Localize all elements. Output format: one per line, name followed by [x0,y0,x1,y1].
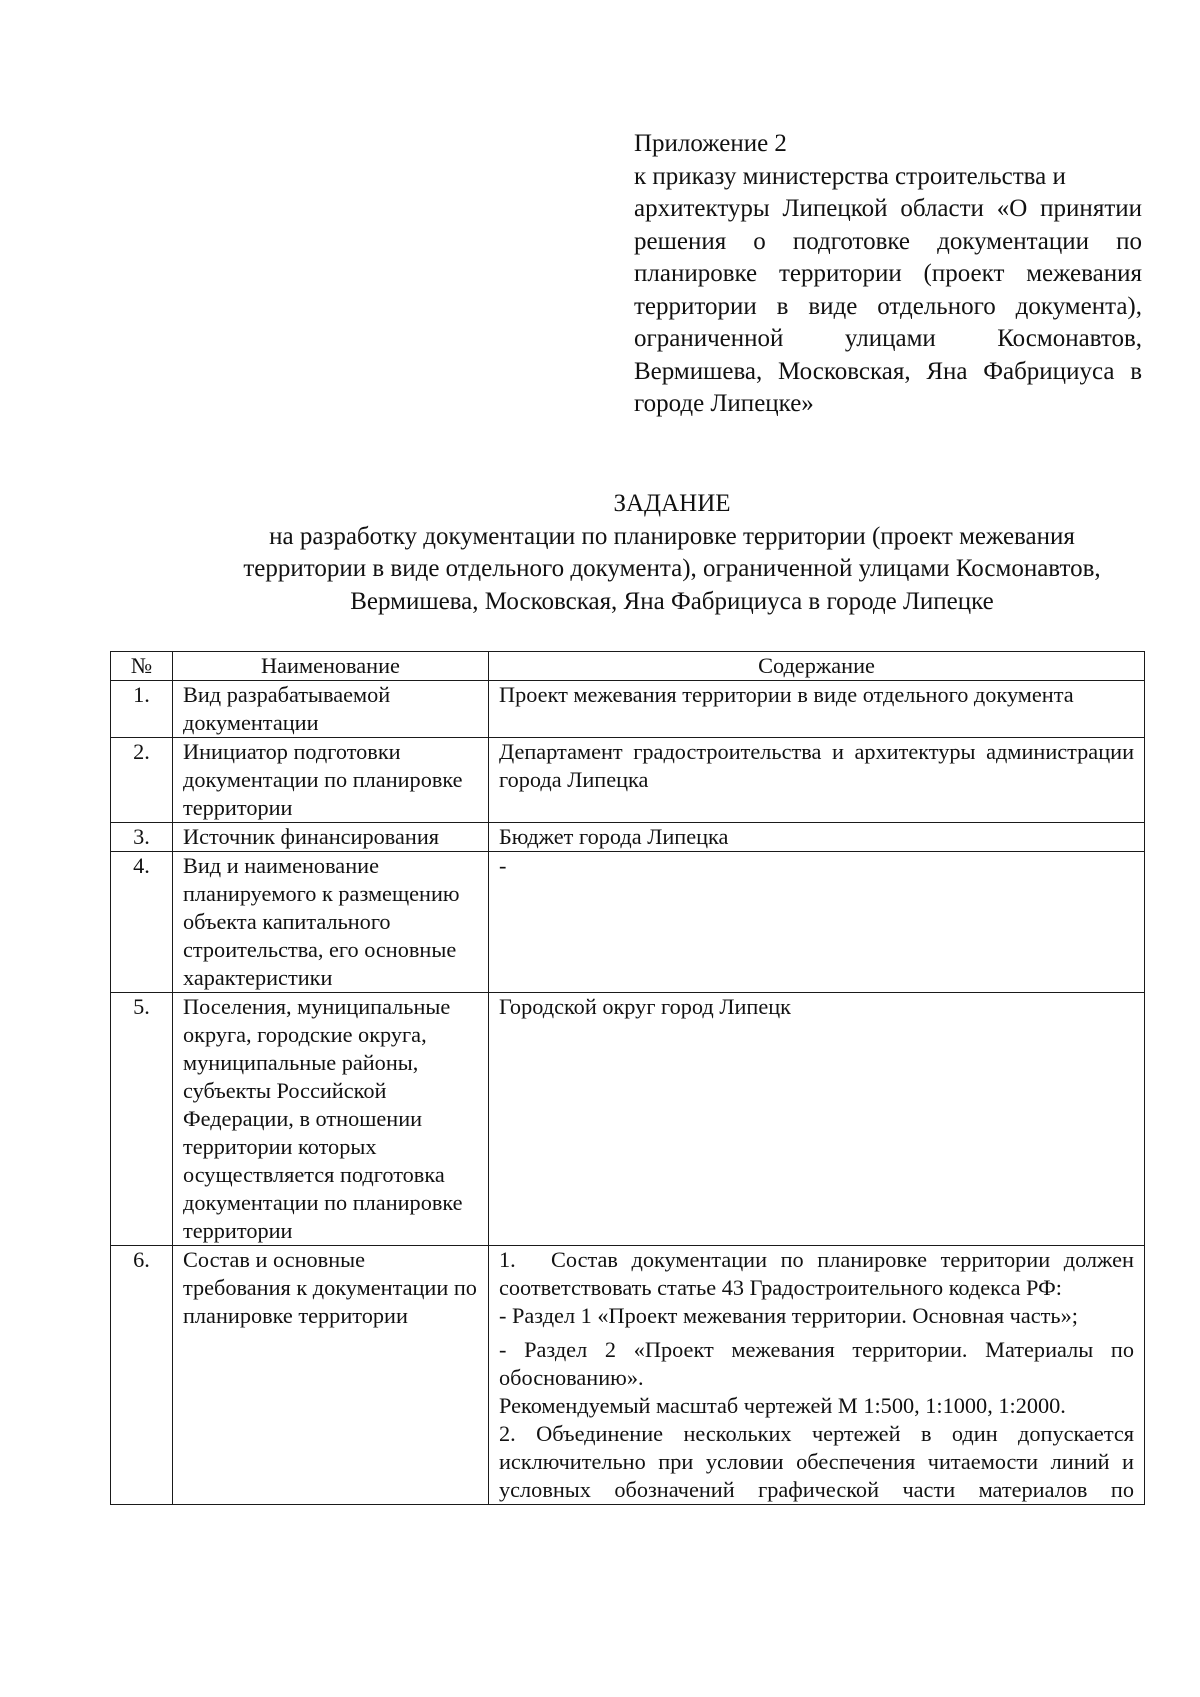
table-header-row [111,652,1145,681]
row-name: Состав и основные требования к документации по планировке территории [173,1246,489,1505]
row-name: Вид разрабатываемой документации [173,681,489,738]
row-name: Инициатор подготовки документации по планировке территории [173,738,489,823]
annex-line: к приказу министерства строительства и [634,162,1066,190]
row-content: - [489,852,1145,993]
title-line: Вермишева, Московская, Яна Фабрициуса в городе Липецке [350,587,994,615]
row-name: Источник финансирования [173,823,489,852]
row-number: 3. [111,823,173,852]
table-row [111,823,1145,852]
column-header-content: Содержание [489,652,1145,681]
document-title [100,488,1200,618]
annex-heading: Приложение 2 [634,130,787,157]
row-content: Проект межевания территории в виде отдельного документа [489,681,1145,738]
title-line: на разработку документации по планировке территории (проект межевания [269,522,1075,550]
table-row [111,993,1145,1246]
title-heading: ЗАДАНИЕ [613,490,731,517]
annex-header [634,128,1142,421]
row-content: Департамент градостроительства и архитектуры администрации города Липецка [489,738,1145,823]
row-number: 1. [111,681,173,738]
row-content: Городской округ город Липецк [489,993,1145,1246]
paragraph-text: Состав документации по планировке территории должен соответствовать статье 43 Градостроительного кодекса РФ: [499,1247,1134,1300]
paragraph-number: 1. [499,1247,516,1272]
row-number: 5. [111,993,173,1246]
title-line: территории в виде отдельного документа), ограниченной улицами Космонавтов, [243,555,1101,582]
row-name: Вид и наименование планируемого к размещению объекта капитального строительства, его основные характеристики [173,852,489,993]
row-content: Бюджет города Липецка [489,823,1145,852]
table-row [111,681,1145,738]
table-row [111,852,1145,993]
row-number: 4. [111,852,173,993]
content-paragraph: 2. Объединение нескольких чертежей в один допускается исключительно при условии обеспечения читаемости линий и условных обозначений графической части материалов по [499,1421,1134,1502]
content-paragraph [499,1246,1134,1302]
content-paragraph: - Раздел 2 «Проект межевания территории. Материалы по обоснованию». [499,1337,1134,1390]
column-header-number: № [111,652,173,681]
content-paragraph: Рекомендуемый масштаб чертежей М 1:500, 1:1000, 1:2000. [499,1393,1066,1418]
row-name: Поселения, муниципальные округа, городские округа, муниципальные районы, субъекты Российской Федерации, в отношении территории которых осуществляется подготовка документации по планировке территории [173,993,489,1246]
table-row [111,1246,1145,1505]
column-header-name: Наименование [173,652,489,681]
table-row [111,738,1145,823]
row-number: 6. [111,1246,173,1505]
row-number: 2. [111,738,173,823]
content-paragraph: - Раздел 1 «Проект межевания территории. Основная часть»; [499,1303,1078,1328]
annex-body: архитектуры Липецкой области «О принятии решения о подготовке документации по планировке территории (проект межевания территории в виде отдельного документа), ограниченной улицами Космонавтов, Вермишева, Московская, Яна Фабрициуса в городе Липецке» [634,195,1142,417]
row-content [489,1246,1145,1505]
task-table [110,651,1145,1505]
